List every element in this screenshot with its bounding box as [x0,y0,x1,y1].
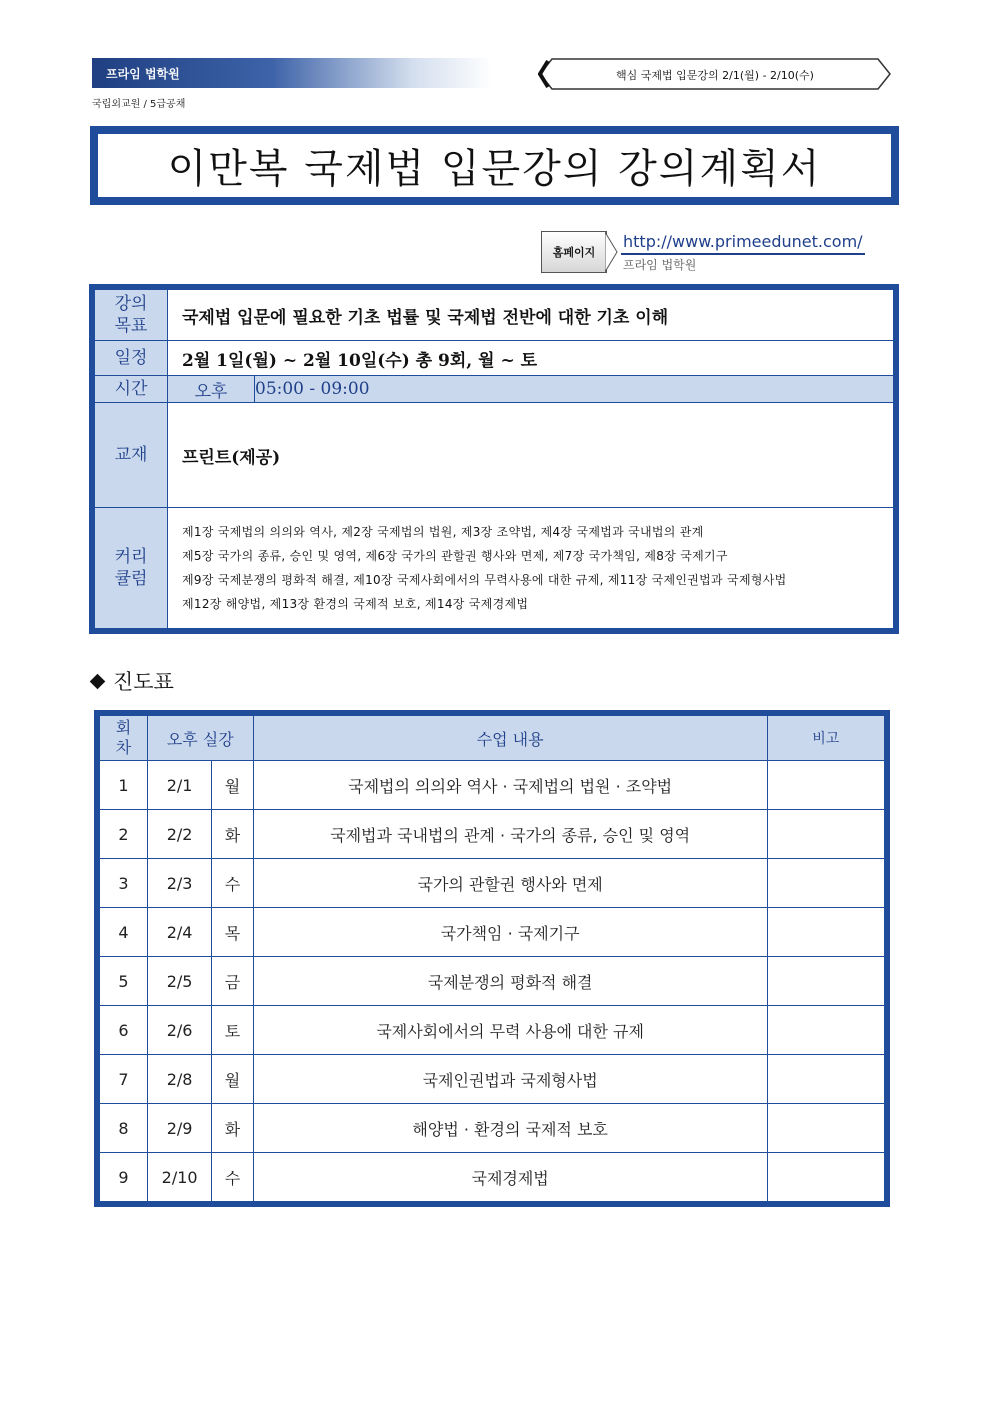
session-no: 2 [97,810,147,859]
textbook-row [92,403,896,508]
session-day: 금 [212,957,253,1006]
schedule-row [92,341,896,376]
session-note [767,957,887,1006]
header-session-no-text: 회 차 [115,718,132,757]
table-row [97,1104,887,1153]
session-date: 2/9 [147,1104,211,1153]
diamond-bullet-icon [90,673,106,689]
homepage-badge: 홈페이지 [541,231,607,273]
header-content: 수업 내용 [253,713,767,761]
curriculum-row [92,508,896,632]
progress-heading [92,666,174,696]
session-note [767,761,887,810]
session-day: 수 [212,1153,253,1205]
session-content: 국제분쟁의 평화적 해결 [253,957,767,1006]
curriculum-line: 제1장 국제법의 의의와 역사, 제2장 국제법의 법원, 제3장 조약법, 제4장 국제법과 국내법의 관계 [182,525,704,539]
curriculum-label-text: 커리 큘럼 [114,547,148,589]
header-session-no [97,713,147,761]
brand-bar [92,58,492,88]
session-no: 5 [97,957,147,1006]
goal-label [92,287,168,341]
table-row [97,810,887,859]
session-date: 2/5 [147,957,211,1006]
homepage-name: 프라임 법학원 [623,258,697,272]
header-date: 오후 실강 [147,713,253,761]
session-no: 4 [97,908,147,957]
table-row [97,1055,887,1104]
progress-heading-text: 진도표 [113,670,174,694]
arrow-right-icon [605,231,619,273]
time-value: 05:00 - 09:00 [255,376,897,403]
brand-name: 프라임 법학원 [106,67,180,81]
textbook-label: 교재 [92,403,168,508]
schedule-label: 일정 [92,341,168,376]
goal-row [92,287,896,341]
goal-value: 국제법 입문에 필요한 기초 법률 및 국제법 전반에 대한 기초 이해 [168,287,897,341]
table-row [97,908,887,957]
session-content: 국제법의 의의와 역사 · 국제법의 법원 · 조약법 [253,761,767,810]
session-day: 월 [212,761,253,810]
exam-category: 국립외교원 / 5급공채 [92,99,186,110]
session-day: 수 [212,859,253,908]
session-day: 월 [212,1055,253,1104]
curriculum-label [92,508,168,632]
curriculum-value [168,508,897,632]
session-note [767,859,887,908]
table-row [97,1006,887,1055]
table-row [97,1153,887,1205]
table-row [97,859,887,908]
session-date: 2/6 [147,1006,211,1055]
session-content: 국가의 관할권 행사와 면제 [253,859,767,908]
homepage-link[interactable]: http://www.primeedunet.com/ [623,232,863,251]
session-no: 3 [97,859,147,908]
curriculum-line: 제12장 해양법, 제13장 환경의 국제적 보호, 제14장 국제경제법 [182,597,529,611]
course-title: 핵심 국제법 입문강의 2/1(월) - 2/10(수) [616,69,814,82]
session-no: 9 [97,1153,147,1205]
table-header-row [97,713,887,761]
course-info-table [89,284,899,634]
page-title: 이만복 국제법 입문강의 강의계획서 [98,134,891,197]
header-note: 비고 [767,713,887,761]
progress-table [94,710,890,1207]
session-day: 화 [212,1104,253,1153]
session-content: 국제법과 국내법의 관계 · 국가의 종류, 승인 및 영역 [253,810,767,859]
session-date: 2/3 [147,859,211,908]
session-content: 해양법 · 환경의 국제적 보호 [253,1104,767,1153]
session-date: 2/4 [147,908,211,957]
session-no: 7 [97,1055,147,1104]
session-no: 6 [97,1006,147,1055]
session-content: 국가책임 · 국제기구 [253,908,767,957]
time-row [92,376,896,403]
curriculum-line: 제9장 국제분쟁의 평화적 해결, 제10장 국제사회에서의 무력사용에 대한 규제, 제11장 국제인권법과 국제형사법 [182,573,787,587]
curriculum-line: 제5장 국가의 종류, 승인 및 영역, 제6장 국가의 관할권 행사와 면제, 제7장 국가책임, 제8장 국제기구 [182,549,728,563]
session-note [767,810,887,859]
goal-label-text: 강의 목표 [114,294,148,336]
course-banner [538,58,892,90]
time-label: 시간 [92,376,168,403]
session-date: 2/2 [147,810,211,859]
session-content: 국제인권법과 국제형사법 [253,1055,767,1104]
session-date: 2/10 [147,1153,211,1205]
session-no: 1 [97,761,147,810]
session-date: 2/8 [147,1055,211,1104]
session-note [767,908,887,957]
session-content: 국제경제법 [253,1153,767,1205]
table-row [97,957,887,1006]
schedule-value: 2월 1일(월) ~ 2월 10일(수) 총 9회, 월 ~ 토 [168,341,897,376]
session-note [767,1055,887,1104]
session-day: 목 [212,908,253,957]
session-day: 토 [212,1006,253,1055]
title-frame [90,126,899,205]
session-note [767,1104,887,1153]
session-content: 국제사회에서의 무력 사용에 대한 규제 [253,1006,767,1055]
divider [621,253,865,255]
session-note [767,1153,887,1205]
session-date: 2/1 [147,761,211,810]
textbook-value: 프린트(제공) [168,403,897,508]
homepage-block [541,231,871,275]
session-day: 화 [212,810,253,859]
session-note [767,1006,887,1055]
session-no: 8 [97,1104,147,1153]
time-period: 오후 [168,376,255,403]
table-row [97,761,887,810]
